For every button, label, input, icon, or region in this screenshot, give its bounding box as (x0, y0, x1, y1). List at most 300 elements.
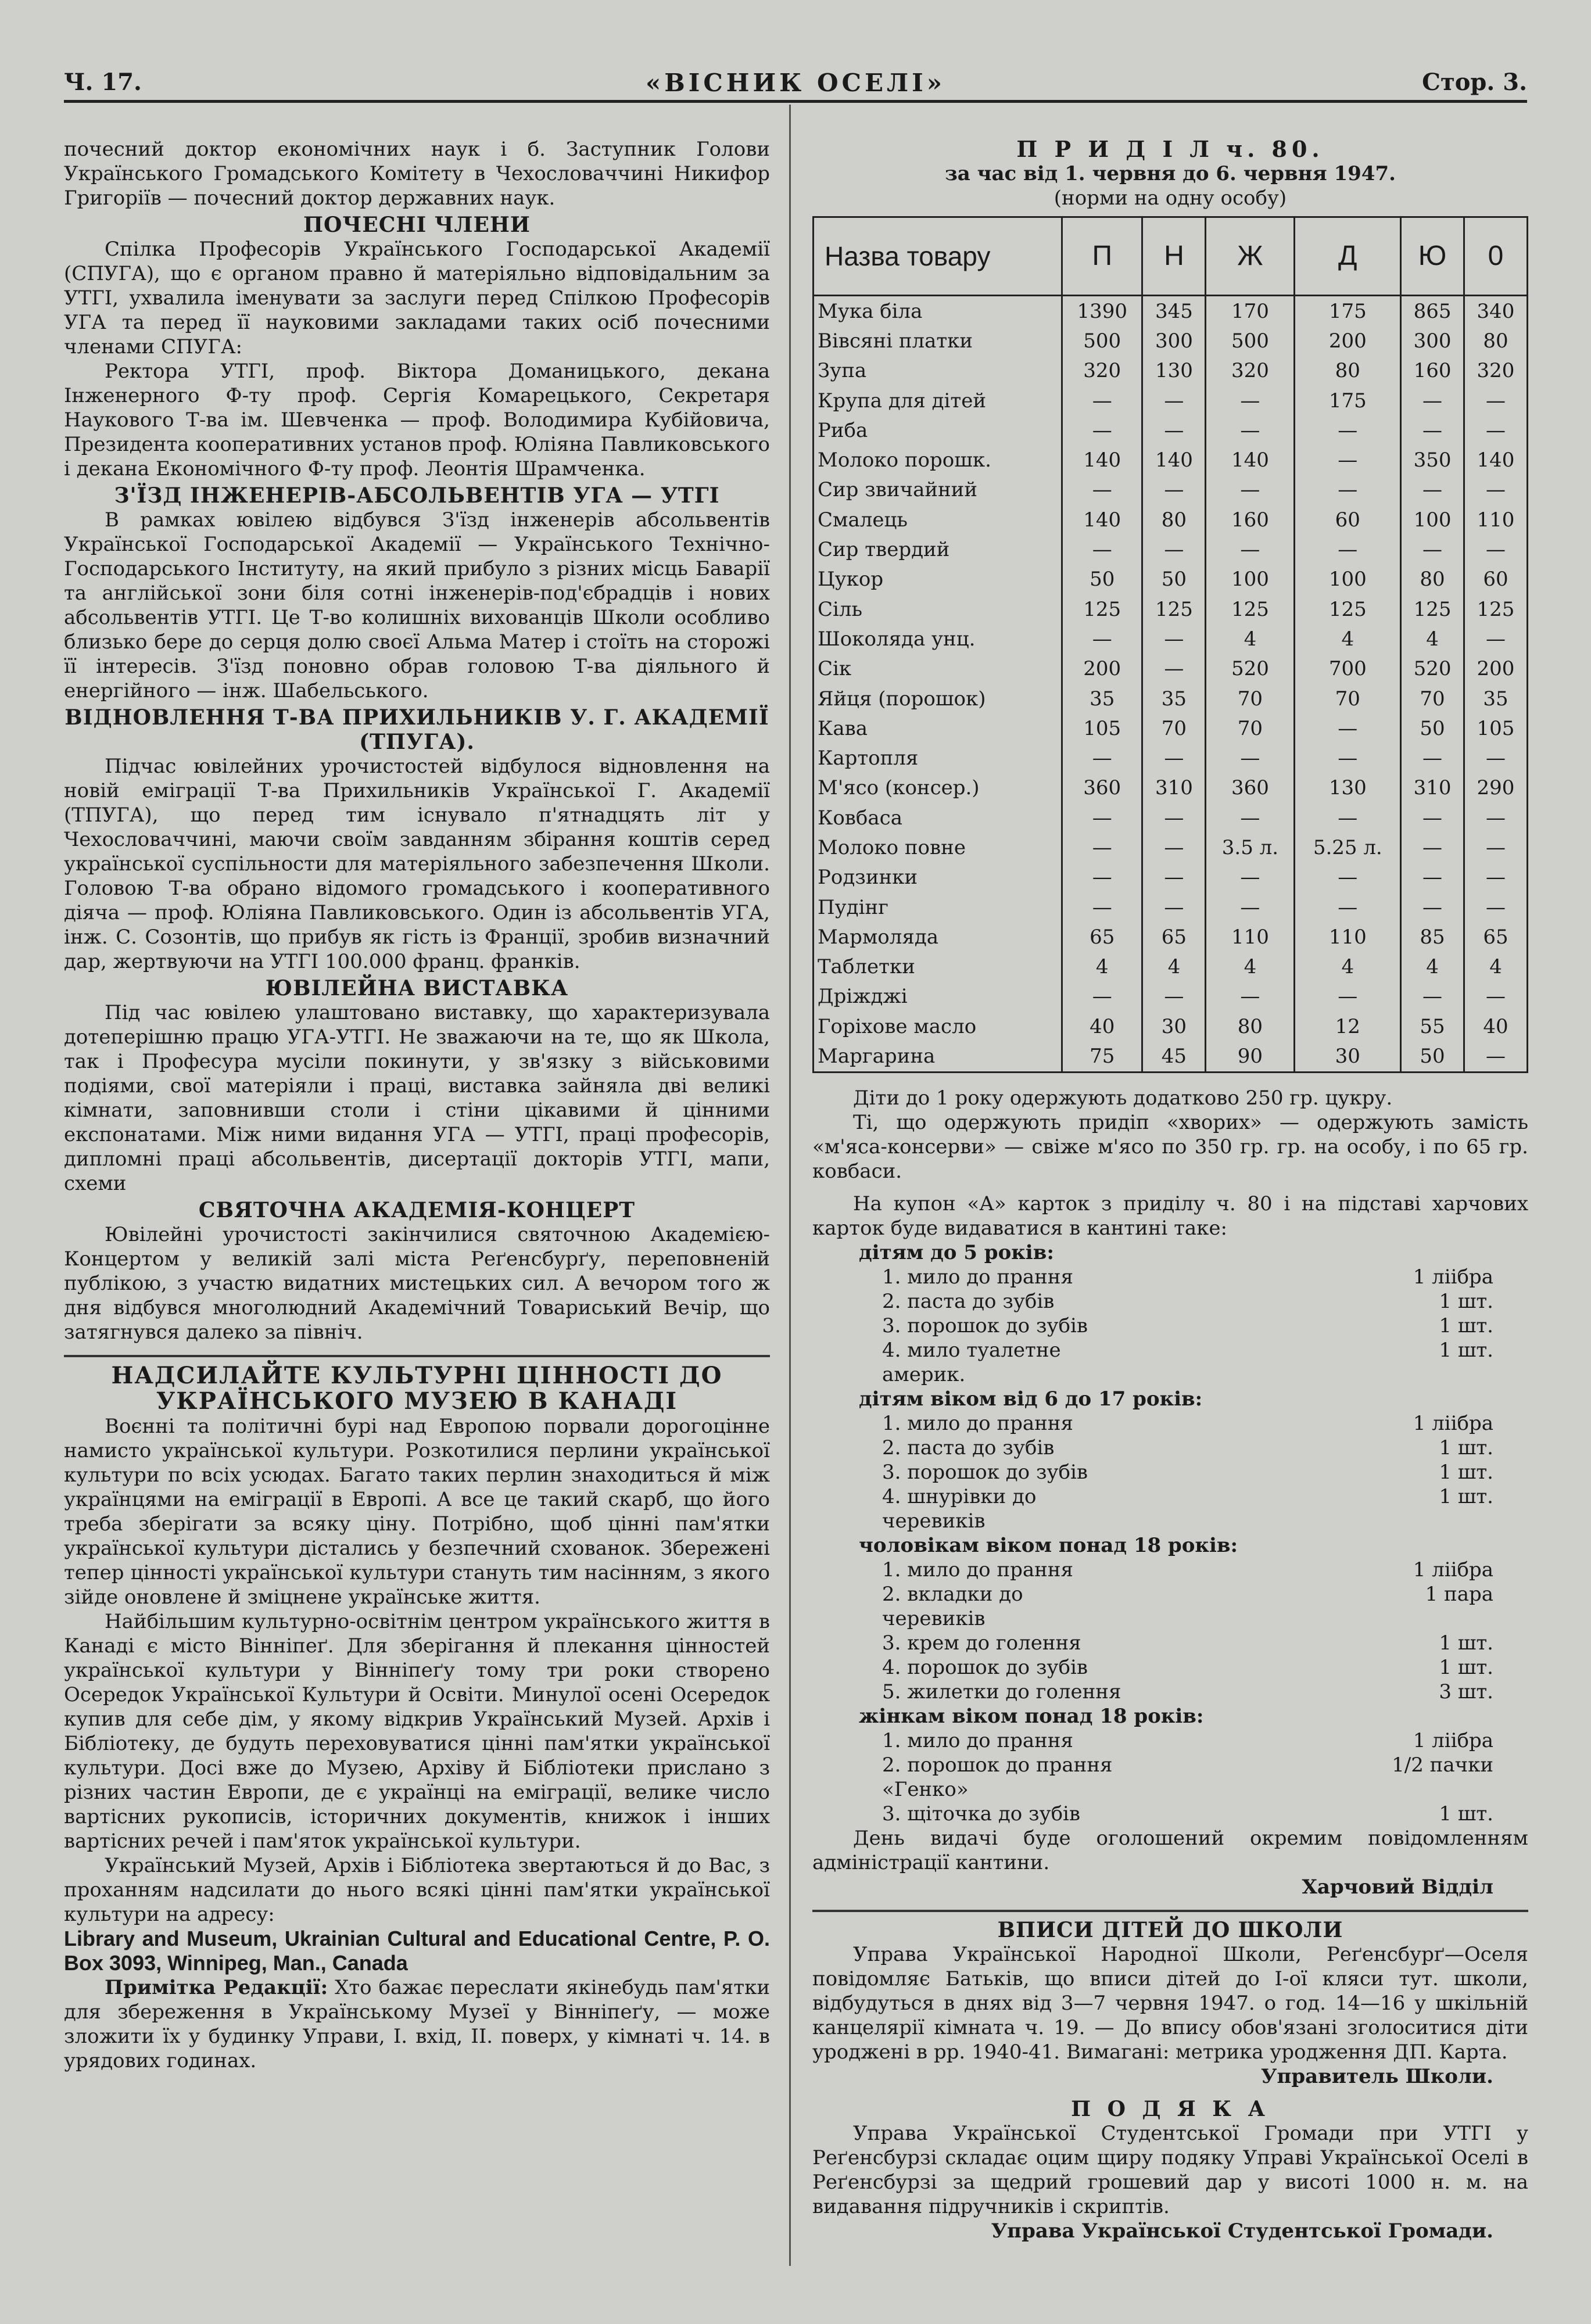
ration-value-cell: 345 (1142, 296, 1206, 327)
table-row (814, 654, 1528, 684)
ration-value-cell: 12 (1295, 1012, 1401, 1041)
ration-value-cell: 80 (1295, 356, 1401, 386)
ration-value-cell: 4 (1401, 952, 1464, 982)
ration-value-cell: — (1464, 833, 1528, 862)
product-name-cell: Сир твердий (814, 535, 1062, 564)
ration-value-cell: 60 (1295, 505, 1401, 535)
ration-value-cell: 110 (1295, 922, 1401, 952)
ration-value-cell: — (1206, 892, 1295, 922)
ration-value-cell: 65 (1464, 922, 1528, 952)
page-number: Стор. 3. (1422, 69, 1527, 96)
column-header-category: 0 (1464, 217, 1528, 296)
ration-value-cell: 3.5 л. (1206, 833, 1295, 862)
ration-value-cell: 125 (1062, 594, 1142, 624)
header-rule (64, 100, 1527, 103)
ration-value-cell: — (1142, 475, 1206, 505)
museum-address: Library and Museum, Ukrainian Cultural and Educational Centre, P. O. Box 3093, Winnipeg, Man., Canada (64, 1927, 770, 1975)
coupon-groups (812, 1240, 1528, 1826)
list-item (882, 1436, 1528, 1460)
table-row (814, 863, 1528, 892)
table-row (814, 833, 1528, 862)
ration-value-cell: — (1206, 803, 1295, 833)
table-header-row (814, 217, 1528, 296)
product-name-cell: Родзинки (814, 863, 1062, 892)
ration-value-cell: 320 (1206, 356, 1295, 386)
product-name-cell: Ковбаса (814, 803, 1062, 833)
table-row (814, 684, 1528, 713)
product-name-cell: Мармоляда (814, 922, 1062, 952)
ration-value-cell: — (1401, 743, 1464, 773)
ration-value-cell: — (1062, 743, 1142, 773)
table-row (814, 803, 1528, 833)
congress-heading: З'ЇЗД ІНЖЕНЕРІВ-АБСОЛЬВЕНТІВ УГА — УТГІ (114, 483, 720, 508)
ration-value-cell: 80 (1401, 565, 1464, 594)
table-row (814, 565, 1528, 594)
ration-value-cell: — (1295, 445, 1401, 475)
ration-value-cell: 40 (1464, 1012, 1528, 1041)
ration-value-cell: — (1062, 535, 1142, 564)
product-name-cell: Сік (814, 654, 1062, 684)
list-item-quantity: 1 шт. (1439, 1655, 1493, 1679)
product-name-cell: Дріжджі (814, 982, 1062, 1012)
ration-value-cell: — (1062, 863, 1142, 892)
list-item (882, 1411, 1528, 1436)
coupon-group-label: жінкам віком понад 18 років: (859, 1704, 1204, 1728)
list-item-name: 2. вкладки до черевиків (882, 1582, 1023, 1630)
ration-value-cell: 1390 (1062, 296, 1142, 327)
ration-value-cell: — (1295, 415, 1401, 445)
list-item-name: 4. шнурівки до черевиків (882, 1484, 1037, 1533)
ration-value-cell: 500 (1062, 326, 1142, 356)
ration-value-cell: 70 (1206, 713, 1295, 743)
list-item (882, 1802, 1528, 1826)
list-item-quantity: 1 шт. (1439, 1338, 1493, 1362)
ration-value-cell: — (1464, 803, 1528, 833)
product-name-cell: Яйця (порошок) (814, 684, 1062, 713)
ration-value-cell: — (1464, 743, 1528, 773)
ration-value-cell: 105 (1062, 713, 1142, 743)
table-row (814, 475, 1528, 505)
ration-value-cell: — (1142, 386, 1206, 415)
ration-value-cell: 75 (1062, 1041, 1142, 1072)
product-name-cell: Сіль (814, 594, 1062, 624)
product-name-cell: Кава (814, 713, 1062, 743)
ration-value-cell: 60 (1464, 565, 1528, 594)
ration-value-cell: 35 (1062, 684, 1142, 713)
museum-heading: НАДСИЛАЙТЕ КУЛЬТУРНІ ЦІННОСТІ ДО УКРАЇНСЬКОГО МУЗЕЮ В КАНАДІ (111, 1362, 723, 1415)
ration-value-cell: 70 (1206, 684, 1295, 713)
list-item-quantity: 1 шт. (1439, 1436, 1493, 1459)
ration-value-cell: — (1295, 892, 1401, 922)
product-name-cell: Вівсяні платки (814, 326, 1062, 356)
ration-value-cell: — (1062, 415, 1142, 445)
ration-value-cell: 700 (1295, 654, 1401, 684)
coupon-group-label: дітям до 5 років: (859, 1240, 1054, 1264)
ration-value-cell: 65 (1062, 922, 1142, 952)
list-item-name: 1. мило до прання (882, 1265, 1073, 1289)
table-row (814, 624, 1528, 654)
ration-value-cell: 130 (1295, 773, 1401, 803)
ration-value-cell: — (1062, 982, 1142, 1012)
product-name-cell: Смалець (814, 505, 1062, 535)
ration-value-cell: 500 (1206, 326, 1295, 356)
coupon-intro: На купон «А» карток з приділу ч. 80 і на підставі харчових карток буде видаватися в кантині таке: (812, 1192, 1528, 1240)
ration-value-cell: 320 (1464, 356, 1528, 386)
exhibit-paragraph: Під час ювілею улаштовано виставку, що характеризувала дотеперішню працю УГА-УТГІ. Не зважаючи на те, що як Школа, так і Професура мусіли покинути, у зв'язку з військовими подіями, свої матеріяли і праці, виставка зайняла дві великі кімнати, заповнивши столи і стіни цікавими й цінними експонатами. Між ними видання УГА — УТГІ, праці професорів, дипломні праці абсольвентів, дисертації докторів УТГІ, мапи, схеми (64, 1001, 770, 1195)
ration-value-cell: 100 (1401, 505, 1464, 535)
ration-value-cell: 160 (1206, 505, 1295, 535)
ration-value-cell: 35 (1142, 684, 1206, 713)
ration-value-cell: — (1464, 982, 1528, 1012)
concert-paragraph: Ювілейні урочистості закінчилися святочною Академією-Концертом у великій залі міста Реґенсбурґу, переповненій публікою, з участю видатних мистецьких сил. А вечором того ж дня відбувся многолюдний Академічний Товариський Вечір, що затягнувся далеко за північ. (64, 1223, 770, 1344)
ration-value-cell: 300 (1401, 326, 1464, 356)
list-item (882, 1728, 1528, 1753)
ration-value-cell: — (1142, 982, 1206, 1012)
school-paragraph: Управа Української Народної Школи, Реґенсбурґ—Оселя повідомляє Батьків, що вписи дітей до І-ої кляси тут. школи, відбудуться в днях від 3—7 червня 1947. о год. 14—16 у шкільній канцелярії кімната ч. 19. — До впису обов'язані зголоситися діти уроджені в рр. 1940-41. Вимагані: метрика уродження ДП. Карта. (812, 1942, 1528, 2064)
list-item (882, 1582, 1528, 1631)
table-row (814, 1041, 1528, 1072)
editor-note-label: Примітка Редакції: (105, 1976, 328, 1999)
ration-value-cell: — (1401, 863, 1464, 892)
product-name-cell: Маргарина (814, 1041, 1062, 1072)
ration-value-cell: — (1062, 475, 1142, 505)
ration-value-cell: 350 (1401, 445, 1464, 475)
school-heading: ВПИСИ ДІТЕЙ ДО ШКОЛИ (997, 1917, 1343, 1942)
list-item-name: 1. мило до прання (882, 1558, 1073, 1581)
thanks-paragraph: Управа Української Студентської Громади при УТГІ у Реґенсбурзі складає оцим щиру подяку Управі Української Оселі в Реґенсбурзі за щедрий грошевий дар у висоті 1000 н. м. на видавання підручників і скриптів. (812, 2121, 1528, 2218)
ration-value-cell: 80 (1206, 1012, 1295, 1041)
list-item-name: 3. порошок до зубів (882, 1314, 1088, 1337)
list-item-quantity: 3 шт. (1439, 1680, 1493, 1703)
product-name-cell: Таблетки (814, 952, 1062, 982)
honorary-paragraph-2: Ректора УТГІ, проф. Віктора Доманицького, декана Інженерного Ф-ту проф. Сергія Комарецького, Секретаря Наукового Т-ва ім. Шевченка — проф. Володимира Кубійовича, Президента кооперативних установ проф. Юліяна Павликовського і декана Економічного Ф-ту проф. Леонтія Шрамченка. (64, 360, 770, 480)
column-header-product: Назва товару (814, 217, 1062, 296)
ration-value-cell: — (1295, 982, 1401, 1012)
congress-paragraph: В рамках ювілею відбувся З'їзд інженерів абсольвентів Української Господарської Академії — Українського Технічно-Господарського Інституту, на який прибуло з різних місць Баварії та англійської зони біля сотні інженерів-под'єбрадців і нових абсольвентів УТГІ. Це Т-во колишніх вихованців Школи особливо близько бере до серця долю своєї Альма Матер і стоїть на сторожі її інтересів. З'їзд поновно обрав головою Т-ва діяльного й енергійного — інж. Шабельського. (64, 508, 770, 702)
list-item-quantity: 1 шт. (1439, 1460, 1493, 1484)
school-signature: Управитель Школи. (1260, 2064, 1493, 2088)
ration-value-cell: 4 (1206, 952, 1295, 982)
product-name-cell: Шоколяда унц. (814, 624, 1062, 654)
coupon-outro: День видачі буде оголошений окремим повідомленням адміністрації кантини. (812, 1826, 1528, 1874)
renewal-paragraph: Підчас ювілейних урочистостей відбулося відновлення на новій еміграції Т-ва Прихильників Української Г. Академії (ТПУГА), що перед тим існувало п'ятнадцять літ у Чехословаччині, маючи своїм завданням збірання коштів серед української суспільности для матеріяльного забезпечення Школи. Головою Т-ва обрано відомого громадського і кооперативного діяча — проф. Юліяна Павликовського. Один із абсольвентів УГА, інж. С. Созонтів, що прибув як гість із Франції, зробив визначний дар, жертвуючи на УТГІ 100.000 франц. франків. (64, 755, 770, 973)
table-row (814, 952, 1528, 982)
list-item-name: 3. крем до голення (882, 1631, 1081, 1655)
ration-value-cell: — (1401, 415, 1464, 445)
list-item-quantity: 1 шт. (1439, 1314, 1493, 1337)
ration-value-cell: 85 (1401, 922, 1464, 952)
ration-value-cell: — (1295, 743, 1401, 773)
ration-value-cell: — (1464, 863, 1528, 892)
right-column (812, 137, 1528, 2243)
note-sick: Ті, що одержують придіп «хворих» — одержують замість «м'яса-консерви» — свіже м'ясо по 350 гр. гр. на особу, і по 65 гр. ковбаси. (812, 1110, 1528, 1183)
table-row (814, 922, 1528, 952)
ration-value-cell: 140 (1206, 445, 1295, 475)
product-name-cell: Крупа для дітей (814, 386, 1062, 415)
allocation-table (812, 216, 1528, 1073)
list-item-name: 3. порошок до зубів (882, 1460, 1088, 1484)
ration-value-cell: — (1142, 863, 1206, 892)
ration-value-cell: — (1062, 803, 1142, 833)
coupon-group-label: чоловікам віком понад 18 років: (859, 1533, 1238, 1557)
ration-value-cell: 865 (1401, 296, 1464, 327)
ration-value-cell: — (1464, 624, 1528, 654)
ration-value-cell: 175 (1295, 296, 1401, 327)
ration-value-cell: 300 (1142, 326, 1206, 356)
table-row (814, 505, 1528, 535)
list-item-quantity: 1 шт. (1439, 1484, 1493, 1508)
product-name-cell: Риба (814, 415, 1062, 445)
ration-value-cell: — (1401, 982, 1464, 1012)
list-item (882, 1314, 1528, 1338)
ration-value-cell: 80 (1464, 326, 1528, 356)
page-header (64, 69, 1527, 103)
ration-value-cell: 110 (1464, 505, 1528, 535)
ration-value-cell: — (1062, 386, 1142, 415)
ration-value-cell: — (1295, 713, 1401, 743)
ration-value-cell: 4 (1206, 624, 1295, 654)
ration-value-cell: 100 (1295, 565, 1401, 594)
ration-value-cell: 70 (1295, 684, 1401, 713)
ration-value-cell: 310 (1401, 773, 1464, 803)
intro-paragraph: почесний доктор економічних наук і б. Заступник Голови Українського Громадського Комітету в Чехословаччині Никифор Григоріїв — почесний доктор державних наук. (64, 138, 770, 210)
ration-value-cell: 125 (1401, 594, 1464, 624)
product-name-cell: Картопля (814, 743, 1062, 773)
ration-value-cell: — (1295, 863, 1401, 892)
ration-value-cell: 105 (1464, 713, 1528, 743)
ration-value-cell: — (1206, 475, 1295, 505)
product-name-cell: Зупа (814, 356, 1062, 386)
ration-value-cell: 125 (1142, 594, 1206, 624)
list-item-name: 5. жилетки до голення (882, 1680, 1121, 1703)
product-name-cell: Мука біла (814, 296, 1062, 327)
ration-value-cell: — (1206, 535, 1295, 564)
ration-value-cell: 290 (1464, 773, 1528, 803)
ration-value-cell: — (1062, 892, 1142, 922)
product-name-cell: Сир звичайний (814, 475, 1062, 505)
list-item (882, 1265, 1528, 1289)
ration-value-cell: 200 (1062, 654, 1142, 684)
ration-value-cell: 125 (1464, 594, 1528, 624)
list-item (882, 1753, 1528, 1802)
table-row (814, 326, 1528, 356)
ration-value-cell: — (1401, 892, 1464, 922)
ration-value-cell: 65 (1142, 922, 1206, 952)
list-item-quantity: 1 ліібра (1413, 1411, 1493, 1435)
list-item (882, 1655, 1528, 1680)
allocation-period: за час від 1. червня до 6. червня 1947. (945, 162, 1396, 185)
ration-value-cell: 175 (1295, 386, 1401, 415)
ration-value-cell: — (1142, 535, 1206, 564)
table-row (814, 594, 1528, 624)
thanks-heading: П О Д Я К А (1071, 2096, 1270, 2121)
ration-value-cell: 4 (1464, 952, 1528, 982)
ration-value-cell: — (1206, 386, 1295, 415)
ration-value-cell: — (1142, 743, 1206, 773)
ration-value-cell: 140 (1142, 445, 1206, 475)
ration-value-cell: — (1142, 624, 1206, 654)
ration-value-cell: — (1142, 803, 1206, 833)
ration-value-cell: 80 (1142, 505, 1206, 535)
ration-value-cell: — (1401, 803, 1464, 833)
coupon-group-label: дітям віком від 6 до 17 років: (859, 1387, 1203, 1411)
ration-value-cell: — (1295, 475, 1401, 505)
table-row (814, 1012, 1528, 1041)
ration-value-cell: 360 (1206, 773, 1295, 803)
ration-value-cell: 40 (1062, 1012, 1142, 1041)
ration-value-cell: 200 (1464, 654, 1528, 684)
list-item-name: 1. мило до прання (882, 1728, 1073, 1752)
ration-value-cell: — (1295, 803, 1401, 833)
column-header-category: Ю (1401, 217, 1464, 296)
list-item-name: 1. мило до прання (882, 1411, 1073, 1435)
product-name-cell: Горіхове масло (814, 1012, 1062, 1041)
ration-value-cell: 340 (1464, 296, 1528, 327)
list-item-quantity: 1 шт. (1439, 1289, 1493, 1313)
table-row (814, 535, 1528, 564)
editor-note-text: Хто бажає переслати якінебудь пам'ятки для збереження в Українському Музеї у Вінніпеґу, — може зложити їх у будинку Управи, І. вхід, ІІ. поверх, у кімнаті ч. 14. в урядових годинах. (64, 1976, 770, 2072)
thanks-signature: Управа Української Студентської Громади. (991, 2219, 1493, 2243)
product-name-cell: М'ясо (консер.) (814, 773, 1062, 803)
table-row (814, 445, 1528, 475)
ration-value-cell: 30 (1142, 1012, 1206, 1041)
table-row (814, 773, 1528, 803)
ration-value-cell: — (1401, 475, 1464, 505)
product-name-cell: Молоко повне (814, 833, 1062, 862)
list-item-name: 2. порошок до прання «Генко» (882, 1753, 1113, 1801)
ration-value-cell: 70 (1142, 713, 1206, 743)
ration-value-cell: 70 (1401, 684, 1464, 713)
ration-value-cell: 45 (1142, 1041, 1206, 1072)
honorary-heading: ПОЧЕСНІ ЧЛЕНИ (303, 213, 531, 237)
ration-value-cell: 130 (1142, 356, 1206, 386)
ration-value-cell: — (1062, 624, 1142, 654)
note-infants: Діти до 1 року одержують додатково 250 гр. цукру. (853, 1086, 1393, 1110)
list-item-quantity: 1 шт. (1439, 1631, 1493, 1655)
ration-value-cell: 125 (1206, 594, 1295, 624)
ration-value-cell: — (1464, 475, 1528, 505)
ration-value-cell: 520 (1206, 654, 1295, 684)
table-row (814, 356, 1528, 386)
list-item-quantity: 1 ліібра (1413, 1265, 1493, 1289)
column-header-category: Ж (1206, 217, 1295, 296)
exhibit-heading: ЮВІЛЕЙНА ВИСТАВКА (265, 976, 569, 1000)
left-column (64, 137, 770, 2073)
honorary-paragraph-1: Спілка Професорів Українського Господарської Академії (СПУГА), що є органом правно й матеріяльно відповідальним за УТГІ, ухвалила іменувати за заслуги перед Спілкою Професорів УГА та перед її науковими закладами таких осіб почесними членами СПУГА: (64, 238, 770, 358)
ration-value-cell: — (1206, 982, 1295, 1012)
table-row (814, 982, 1528, 1012)
ration-value-cell: 50 (1401, 1041, 1464, 1072)
table-row (814, 296, 1528, 327)
ration-value-cell: 50 (1142, 565, 1206, 594)
ration-value-cell: 30 (1295, 1041, 1401, 1072)
ration-value-cell: 4 (1062, 952, 1142, 982)
ration-value-cell: — (1206, 743, 1295, 773)
list-item-quantity: 1 ліібра (1413, 1558, 1493, 1581)
ration-value-cell: 50 (1401, 713, 1464, 743)
renewal-heading: ВІДНОВЛЕННЯ Т-ВА ПРИХИЛЬНИКІВ У. Г. АКАДЕМІЇ (ТПУГА). (64, 705, 769, 754)
ration-value-cell: 140 (1062, 505, 1142, 535)
list-item (882, 1338, 1528, 1387)
ration-value-cell: — (1206, 863, 1295, 892)
section-rule-right (812, 1910, 1528, 1912)
ration-value-cell: — (1401, 535, 1464, 564)
ration-value-cell: — (1464, 1041, 1528, 1072)
coupon-signature: Харчовий Відділ (1302, 1875, 1493, 1899)
table-row (814, 386, 1528, 415)
list-item-quantity: 1 пара (1425, 1582, 1493, 1606)
ration-value-cell: 360 (1062, 773, 1142, 803)
ration-value-cell: — (1142, 654, 1206, 684)
ration-value-cell: 140 (1464, 445, 1528, 475)
list-item-name: 3. щіточка до зубів (882, 1802, 1081, 1826)
ration-value-cell: — (1062, 833, 1142, 862)
list-item (882, 1289, 1528, 1314)
ration-value-cell: 310 (1142, 773, 1206, 803)
ration-value-cell: — (1464, 386, 1528, 415)
column-divider (789, 105, 791, 2266)
ration-value-cell: — (1464, 892, 1528, 922)
ration-value-cell: — (1142, 892, 1206, 922)
concert-heading: СВЯТОЧНА АКАДЕМІЯ-КОНЦЕРТ (198, 1198, 636, 1222)
allocation-title: П Р И Д І Л ч. 80. (1016, 136, 1324, 162)
ration-value-cell: — (1464, 535, 1528, 564)
ration-value-cell: 160 (1401, 356, 1464, 386)
ration-value-cell: 4 (1142, 952, 1206, 982)
ration-value-cell: 35 (1464, 684, 1528, 713)
product-name-cell: Цукор (814, 565, 1062, 594)
ration-value-cell: 140 (1062, 445, 1142, 475)
table-row (814, 713, 1528, 743)
list-item (882, 1680, 1528, 1704)
column-header-category: Н (1142, 217, 1206, 296)
section-rule (64, 1355, 770, 1357)
product-name-cell: Пудінг (814, 892, 1062, 922)
column-header-category: Д (1295, 217, 1401, 296)
list-item-name: 4. порошок до зубів (882, 1655, 1088, 1679)
ration-value-cell: 100 (1206, 565, 1295, 594)
ration-value-cell: 5.25 л. (1295, 833, 1401, 862)
museum-paragraph-2: Найбільшим культурно-освітнім центром українського життя в Канаді є місто Вінніпеґ. Для зберігання й плекання цінностей української культури у Вінніпеґу тому три роки створено Осередок Української Культури й Освіти. Минулої осені Осередок купив для себе дім, у якому відкрив Український Музей. Архів і Бібліотеку, де будуть переховуватися цінні пам'ятки української культури. Досі вже до Музею, Архіву й Бібліотеки прислано з різних частин Европи, де є українці на еміграції, велике число вартісних рукописів, історичних документів, книжок і інших вартісних речей і пам'яток української культури. (64, 1610, 770, 1853)
ration-value-cell: 170 (1206, 296, 1295, 327)
list-item-name: 2. паста до зубів (882, 1289, 1055, 1313)
list-item (882, 1558, 1528, 1582)
product-name-cell: Молоко порошк. (814, 445, 1062, 475)
list-item-quantity: 1/2 пачки (1392, 1753, 1493, 1777)
ration-value-cell: — (1401, 833, 1464, 862)
ration-value-cell: — (1142, 415, 1206, 445)
ration-value-cell: 4 (1295, 952, 1401, 982)
column-header-category: П (1062, 217, 1142, 296)
ration-value-cell: 55 (1401, 1012, 1464, 1041)
table-row (814, 892, 1528, 922)
ration-value-cell: 90 (1206, 1041, 1295, 1072)
ration-value-cell: 4 (1295, 624, 1401, 654)
newspaper-title: «ВІСНИК ОСЕЛІ» (645, 69, 946, 97)
allocation-norm: (норми на одну особу) (1054, 187, 1287, 210)
ration-value-cell: — (1464, 415, 1528, 445)
table-row (814, 743, 1528, 773)
list-item (882, 1631, 1528, 1655)
ration-value-cell: 4 (1401, 624, 1464, 654)
museum-paragraph-1: Воєнні та політичні бурі над Европою порвали дорогоцінне намисто української культури. Розкотилися перлини української культури по всіх усюдах. Багато таких перлин знаходиться й між українцями на еміграції в Европі. А все це такий скарб, що його треба зберігати за всяку ціну. Потрібно, щоб цінні пам'ятки української культури дістались у безпечний схованок. Збережені тепер цінності української культури стануть тим насінням, з якого зійде оновлене й зміцнене українське життя. (64, 1415, 770, 1609)
ration-value-cell: 320 (1062, 356, 1142, 386)
list-item (882, 1484, 1528, 1533)
ration-value-cell: — (1206, 415, 1295, 445)
table-body (814, 296, 1528, 1073)
issue-number: Ч. 17. (64, 69, 142, 96)
list-item-quantity: 1 шт. (1439, 1802, 1493, 1826)
